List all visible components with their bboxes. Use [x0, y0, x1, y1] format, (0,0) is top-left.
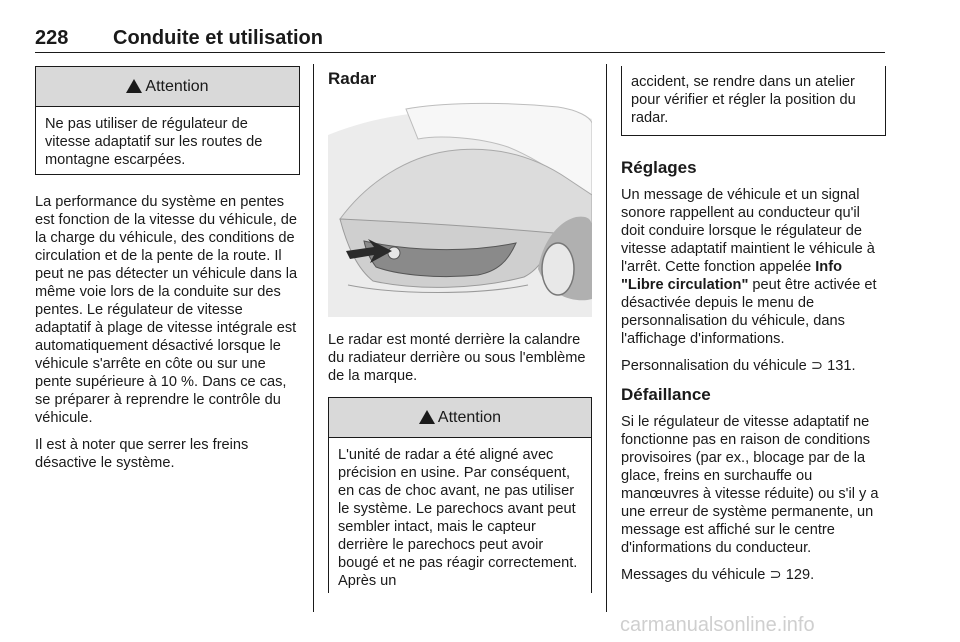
- section-heading-reglages: Réglages: [621, 158, 697, 177]
- page-header: [35, 24, 885, 54]
- column-divider: [606, 64, 607, 612]
- car-radar-illustration: [328, 99, 592, 317]
- page-title: Conduite et utilisation: [113, 27, 323, 49]
- warning-triangle-icon: [419, 410, 435, 424]
- warning-title: Attention: [145, 77, 209, 95]
- paragraph-caption: Le radar est monté derrière la calandre du radiateur derrière ou sous l'emblème de la marque.: [328, 332, 586, 384]
- paragraph: Un message de véhicule et un signal sonore rappellent au conducteur qu'il doit conduire lorsque le régulateur de vitesse adaptatif maintient le véhicule à l'arrêt. Cette fonction appelée Info "Libre circulation" peut être activée et désactivée depuis le menu de personnalisation du véhicule, dans l'affichage d'informations.: [621, 187, 877, 347]
- column-right: [621, 66, 886, 593]
- column-divider: [313, 64, 314, 612]
- header-rule: [35, 52, 885, 53]
- warning-title: Attention: [437, 408, 502, 426]
- warning-header: [36, 67, 299, 107]
- warning-header: [329, 398, 591, 438]
- warning-text: accident, se rendre dans un atelier pour vérifier et régler la position du radar.: [631, 74, 856, 126]
- paragraph: La performance du système en pentes est fonction de la vitesse du véhicule, de la charge du véhicule, des conditions de circulation et de la pente de la route. Il peut ne pas détecter un véhicule dans la même voie lors de la conduite sur des pentes. Le régulateur de vitesse adaptatif à plage de vitesse intégrale est automatiquement désactivé lorsque le véhicule s'arrête en côte ou sur une pente supérieure à 10 %. Dans ce cas, se préparer à reprendre le contrôle du véhicule.: [35, 194, 298, 426]
- warning-box: [328, 397, 592, 593]
- section-heading-radar: Radar: [328, 69, 377, 88]
- page-number: 228: [35, 27, 69, 49]
- paragraph: Si le régulateur de vitesse adaptatif ne fonctionne pas en raison de conditions provisoires (par ex., blocage par de la glace, freins en surchauffe ou manœuvres à vitesse réduite) ou s'il y a une erreur de système permanente, un message est affiché sur le centre d'informations du conducteur.: [621, 414, 879, 556]
- warning-triangle-icon: [126, 79, 142, 93]
- cross-reference: Personnalisation du véhicule ⊃ 131.: [621, 358, 856, 374]
- warning-box: [35, 66, 300, 175]
- warning-box-continued: [621, 66, 886, 136]
- section-heading-defaillance: Défaillance: [621, 385, 711, 404]
- column-middle: [328, 66, 592, 593]
- warning-text: Ne pas utiliser de régulateur de vitesse adaptatif sur les routes de montagne escarpées.: [45, 116, 263, 168]
- menu-label: Info "Libre circulation": [621, 259, 842, 293]
- column-left: [35, 66, 300, 481]
- paragraph: Il est à noter que serrer les freins désactive le système.: [35, 437, 249, 471]
- cross-reference: Messages du véhicule ⊃ 129.: [621, 567, 815, 583]
- warning-text: L'unité de radar a été aligné avec précision en usine. Par conséquent, en cas de choc avant, ne pas utiliser le système. Le parechocs avant peut sembler intact, mais le capteur derrière le parechocs peut avoir bougé et ne pas réagir correctement. Après un: [338, 447, 578, 589]
- watermark: carmanualsonline.info: [620, 614, 815, 636]
